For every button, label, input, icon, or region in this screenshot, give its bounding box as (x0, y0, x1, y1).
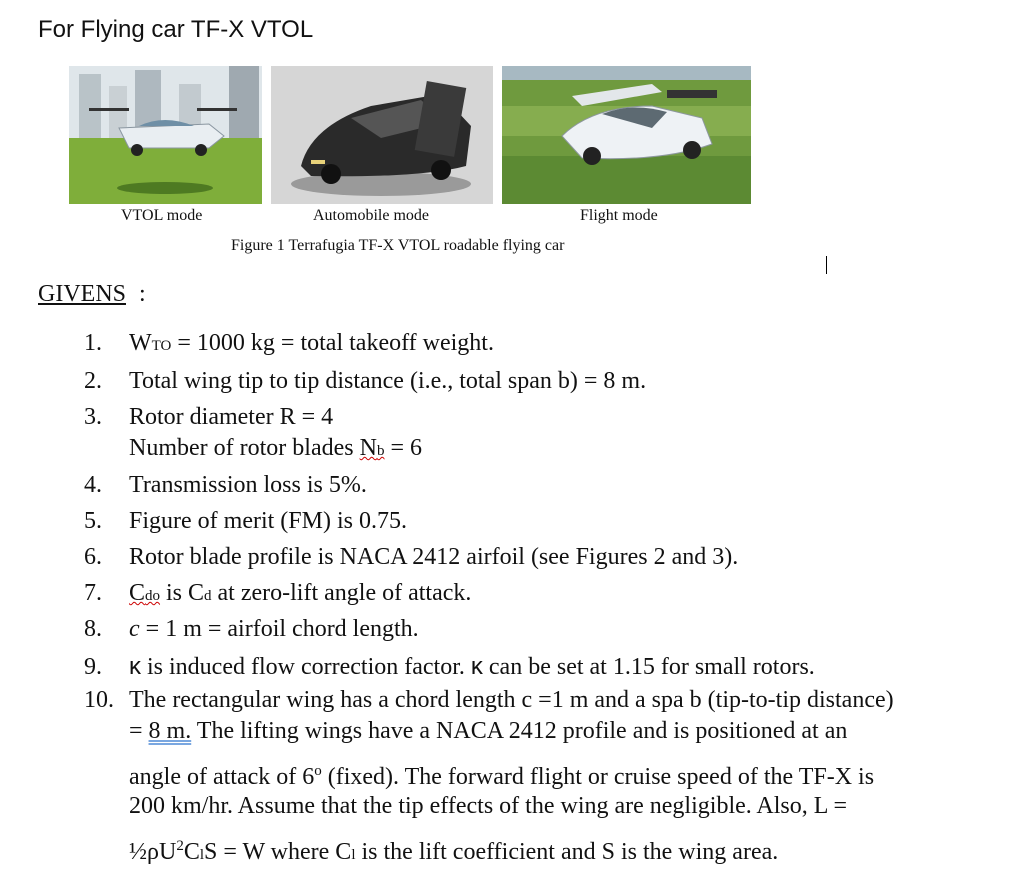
list-item-3-line2 (129, 434, 422, 465)
item-text: = 1000 kg = total takeoff weight. (171, 330, 494, 356)
list-item-10-line1: The rectangular wing has a chord length c =1 m and a spa b (tip-to-tip distance) (129, 687, 894, 713)
item-text: C (183, 839, 200, 865)
item-text: (fixed). The forward flight or cruise speed of the TF-X is (321, 764, 875, 790)
photo-caption-vtol: VTOL mode (121, 207, 203, 224)
item-text: is induced flow correction factor. (141, 654, 471, 680)
figure-caption: Figure 1 Terrafugia TF-X VTOL roadable flying car (231, 237, 565, 254)
item-number: 2. (84, 368, 102, 394)
givens-colon: : (139, 281, 146, 307)
item-text: ½ρU (129, 839, 177, 865)
item-text: c (129, 616, 140, 642)
vtol-photo (69, 66, 262, 204)
list-item-7 (129, 579, 471, 610)
list-item-10-line2 (129, 717, 847, 745)
list-item-8 (129, 615, 419, 643)
list-item-5: Figure of merit (FM) is 0.75. (129, 508, 407, 534)
item-text: can be set at 1.15 for small rotors. (482, 654, 815, 680)
item-text: W (129, 330, 152, 356)
item-subscript: TO (151, 338, 172, 354)
givens-heading: GIVENS (38, 281, 126, 307)
photo-caption-automobile: Automobile mode (313, 207, 429, 224)
item-text: S = W where C (204, 839, 352, 865)
list-item-10-line5 (129, 832, 778, 869)
item-subscript: b (376, 443, 385, 459)
item-number: 5. (84, 508, 102, 534)
list-item-2: Total wing tip to tip distance (i.e., total span b) = 8 m. (129, 368, 647, 394)
item-number: 3. (84, 404, 102, 430)
kappa-symbol: κ (470, 653, 483, 680)
text-cursor (826, 256, 827, 274)
item-text: = 6 (384, 435, 422, 461)
list-item-10-line4: 200 km/hr. Assume that the tip effects of the wing are negligible. Also, L = (129, 793, 848, 819)
item-text: N (359, 435, 377, 461)
item-text: Number of rotor blades (129, 435, 360, 461)
item-subscript: l (351, 847, 356, 863)
list-item-10-line3 (129, 757, 874, 791)
photo-caption-flight: Flight mode (580, 207, 658, 224)
item-subscript: do (145, 588, 161, 604)
item-number: 7. (84, 580, 102, 606)
list-item-9 (129, 653, 815, 681)
item-number: 4. (84, 472, 102, 498)
item-text: is C (160, 580, 205, 606)
item-number: 1. (84, 330, 102, 356)
flight-photo (502, 66, 751, 204)
kappa-symbol: κ (129, 653, 141, 680)
item-number: 9. (84, 654, 102, 680)
item-number: 6. (84, 544, 102, 570)
item-subscript: d (204, 588, 212, 604)
item-text: = 1 m = airfoil chord length. (139, 616, 419, 642)
list-item-3: Rotor diameter R = 4 (129, 404, 334, 430)
item-superscript: 2 (176, 838, 184, 854)
item-text: The lifting wings have a NACA 2412 profile and is positioned at an (191, 718, 848, 744)
item-text: at zero-lift angle of attack. (211, 580, 472, 606)
item-number: 8. (84, 616, 102, 642)
page-title: For Flying car TF-X VTOL (38, 16, 314, 43)
item-superscript: o (314, 763, 322, 779)
automobile-photo (271, 66, 493, 204)
item-subscript: l (199, 847, 204, 863)
item-text: C (129, 580, 146, 606)
item-text: = (129, 718, 149, 744)
item-number: 10. (84, 687, 114, 713)
item-text: angle of attack of 6 (129, 764, 315, 790)
item-text: is the lift coefficient and S is the wing area. (355, 839, 779, 865)
list-item-1 (129, 329, 494, 360)
item-text: 8 m. (148, 718, 192, 744)
list-item-6: Rotor blade profile is NACA 2412 airfoil (see Figures 2 and 3). (129, 544, 739, 570)
list-item-4: Transmission loss is 5%. (129, 472, 367, 498)
